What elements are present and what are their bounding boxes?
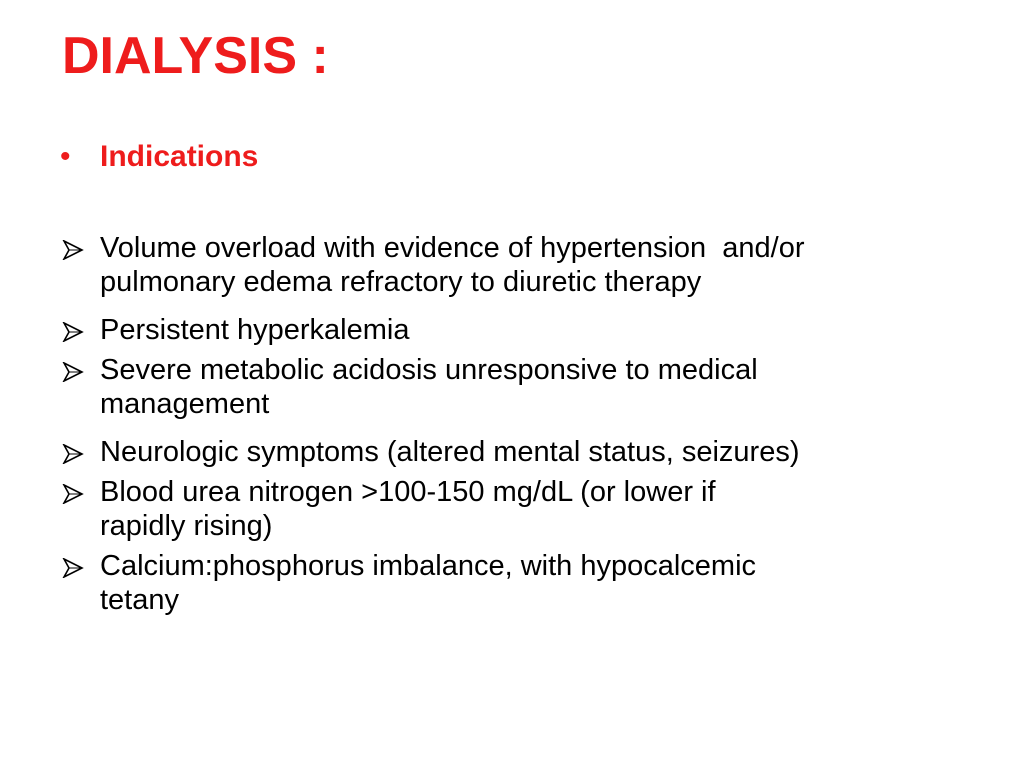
section-label: Indications [100, 140, 259, 173]
arrow-bullet-icon [62, 231, 100, 260]
list-item-text: Neurologic symptoms (altered mental status, seizures) [100, 436, 800, 468]
list-item [62, 475, 962, 543]
list-item [62, 435, 962, 469]
section-heading [60, 140, 258, 175]
arrow-bullet-icon [62, 549, 100, 578]
list-item-text: Severe metabolic acidosis unresponsive to medical management [100, 354, 758, 420]
indications-list [62, 231, 962, 617]
arrow-bullet-icon [62, 353, 100, 382]
list-item-text: Calcium:phosphorus imbalance, with hypocalcemic tetany [100, 550, 757, 616]
list-item [62, 231, 962, 299]
list-item [62, 549, 962, 617]
list-item-text: Blood urea nitrogen >100-150 mg/dL (or lower if rapidly rising) [100, 476, 716, 542]
list-item [62, 313, 962, 347]
list-item-text: Persistent hyperkalemia [100, 314, 410, 346]
arrow-bullet-icon [62, 475, 100, 504]
slide-title: DIALYSIS : [62, 27, 329, 85]
section-bullet: • [60, 140, 71, 173]
list-item-text: Volume overload with evidence of hypertension and/or pulmonary edema refractory to diuretic therapy [100, 232, 805, 298]
arrow-bullet-icon [62, 435, 100, 464]
list-item [62, 353, 962, 421]
arrow-bullet-icon [62, 313, 100, 342]
